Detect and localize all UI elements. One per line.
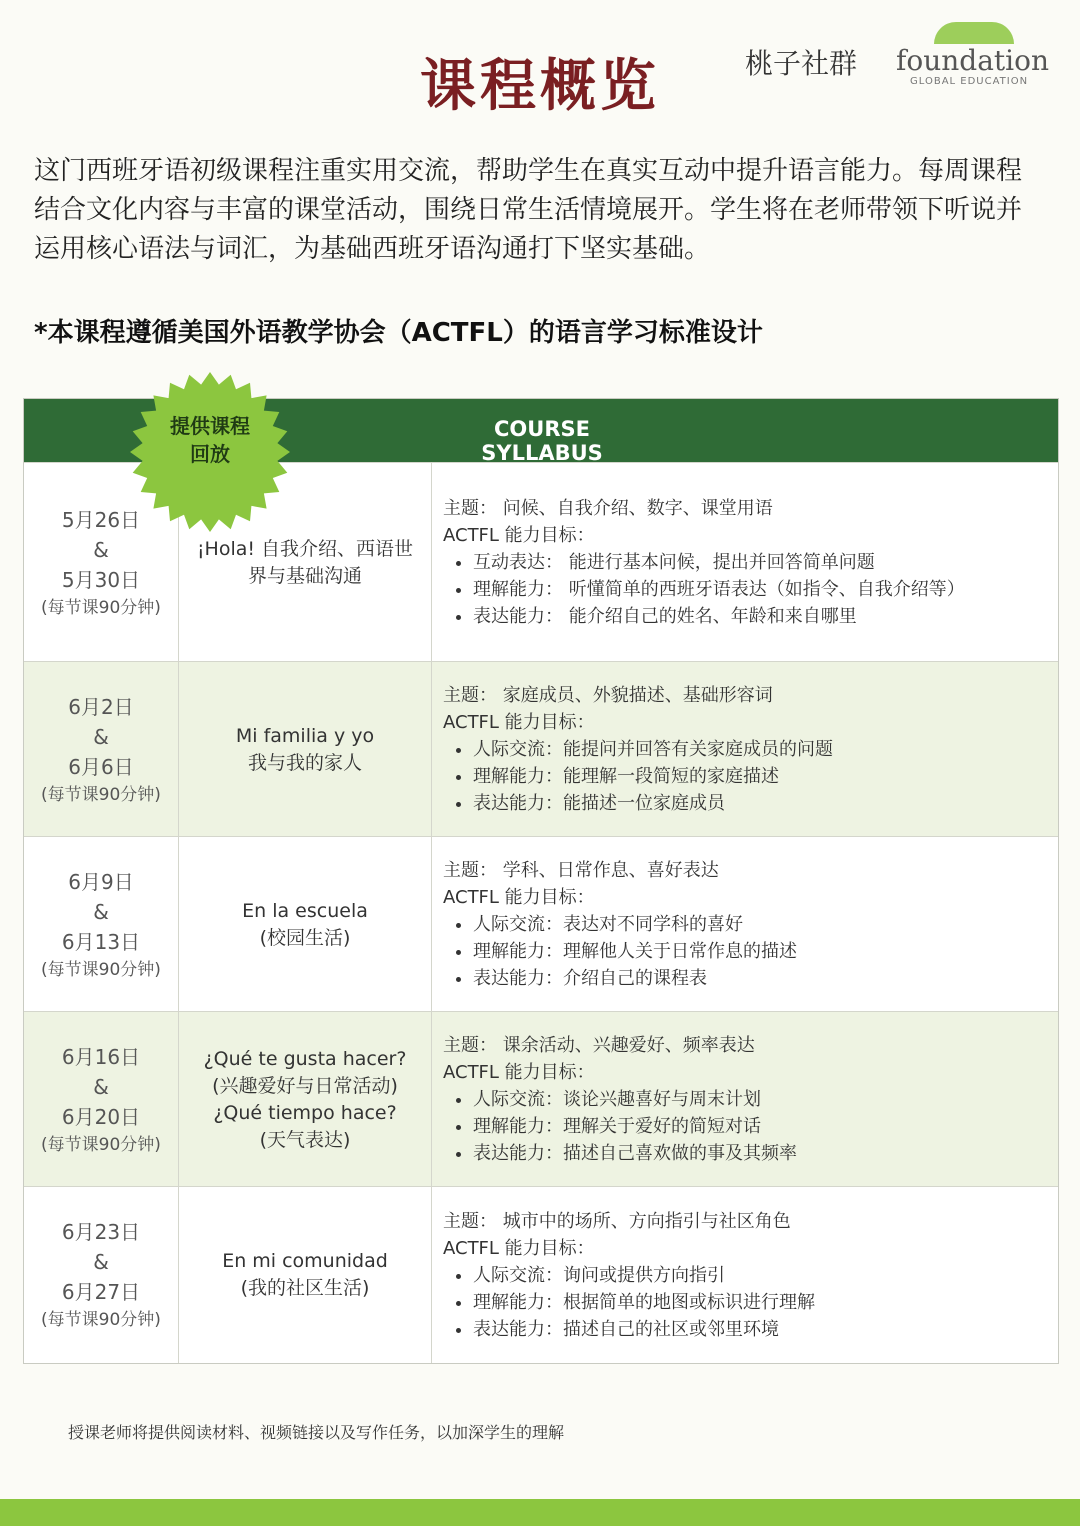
- goals-list: [443, 736, 833, 817]
- date-start: 6月16日: [61, 1044, 141, 1069]
- goals-theme: 主题： 家庭成员、外貌描述、基础形容词: [443, 685, 773, 706]
- goals-actfl-label: ACTFL 能力目标：: [443, 1237, 595, 1259]
- topic-cell: [179, 662, 432, 837]
- goal-item: • 表达能力：描述自己的社区或邻里环境: [473, 1316, 815, 1343]
- badge-line2: 回放: [190, 442, 230, 466]
- goals-cell: [433, 463, 1058, 662]
- topic-line: En la escuela: [242, 899, 368, 922]
- standard-note: *本课程遵循美国外语教学协会（ACTFL）的语言学习标准设计: [34, 318, 763, 348]
- topic-line: 界与基础沟通: [247, 564, 362, 587]
- date-end: 6月6日: [68, 754, 134, 779]
- foundation-logo: [896, 22, 1050, 90]
- logo-word: foundation: [896, 44, 1050, 77]
- goals-theme: 主题： 问候、自我介绍、数字、课堂用语: [443, 498, 773, 519]
- topic-line: (我的社区生活): [240, 1277, 370, 1299]
- table-row: [24, 1011, 1058, 1187]
- goal-item: • 表达能力：能描述一位家庭成员: [473, 790, 833, 817]
- duration-label: (每节课90分钟): [41, 597, 161, 618]
- footer-note: 授课老师将提供阅读材料、视频链接以及写作任务，以加深学生的理解: [68, 1423, 565, 1442]
- topic-line: Mi familia y yo: [235, 724, 375, 747]
- topic-line: 我与我的家人: [247, 751, 362, 774]
- goals-list: [443, 1086, 797, 1167]
- date-cell: [24, 662, 179, 837]
- topic-line: ¿Qué tiempo hace?: [213, 1101, 397, 1124]
- goals-actfl-label: ACTFL 能力目标：: [443, 525, 595, 546]
- date-amp: &: [93, 537, 109, 562]
- goals-actfl-label: ACTFL 能力目标：: [443, 712, 595, 733]
- topic-line: (校园生活): [259, 926, 351, 949]
- topic-line: En mi comunidad: [222, 1250, 388, 1272]
- goal-item: • 表达能力：介绍自己的课程表: [473, 965, 797, 992]
- topic-cell: [179, 1012, 432, 1187]
- table-row: [24, 661, 1058, 837]
- logo-subtitle: GLOBAL EDUCATION: [910, 76, 1029, 87]
- brand-name: 桃子社群: [745, 47, 858, 80]
- syllabus-header-label: COURSE SYLLABUS: [481, 417, 603, 465]
- date-amp: &: [93, 724, 109, 749]
- date-amp: &: [93, 899, 109, 924]
- duration-label: (每节课90分钟): [41, 1310, 161, 1330]
- duration-label: (每节课90分钟): [41, 1134, 161, 1155]
- goal-item: • 理解能力：根据简单的地图或标识进行理解: [473, 1289, 815, 1316]
- goal-item: • 人际交流：表达对不同学科的喜好: [473, 911, 797, 938]
- goal-item: • 理解能力：能理解一段简短的家庭描述: [473, 763, 833, 790]
- goal-item: • 人际交流：询问或提供方向指引: [473, 1262, 815, 1289]
- topic-line: ¡Hola! 自我介绍、西语世: [196, 537, 414, 560]
- goal-item: • 人际交流：能提问并回答有关家庭成员的问题: [473, 736, 833, 763]
- syllabus-table: [23, 398, 1059, 1364]
- date-cell: [24, 837, 179, 1012]
- goals-list: [443, 549, 965, 630]
- goals-list: [443, 911, 797, 992]
- date-cell: [24, 1012, 179, 1187]
- bottom-bar: [0, 1499, 1080, 1526]
- topic-line: (兴趣爱好与日常活动): [212, 1074, 398, 1097]
- goals-theme: 主题： 课余活动、兴趣爱好、频率表达: [443, 1035, 755, 1056]
- page-title: 课程概览: [420, 54, 660, 119]
- badge-line1: 提供课程: [170, 414, 250, 438]
- goals-list: [443, 1262, 815, 1343]
- goal-item: • 理解能力： 听懂简单的西班牙语表达（如指令、自我介绍等）: [473, 576, 965, 603]
- goals-cell: [433, 1012, 1058, 1187]
- date-end: 6月20日: [61, 1104, 141, 1129]
- date-start: 6月9日: [68, 869, 134, 894]
- goals-actfl-label: ACTFL 能力目标：: [443, 887, 595, 908]
- duration-label: (每节课90分钟): [41, 784, 161, 805]
- topic-line: (天气表达): [259, 1128, 351, 1151]
- goals-cell: [433, 1187, 1058, 1363]
- goals-actfl-label: ACTFL 能力目标：: [443, 1062, 595, 1083]
- goal-item: • 人际交流：谈论兴趣喜好与周末计划: [473, 1086, 797, 1113]
- date-start: 6月2日: [68, 694, 134, 719]
- goals-cell: [433, 662, 1058, 837]
- date-amp: &: [93, 1250, 109, 1274]
- goals-theme: 主题： 学科、日常作息、喜好表达: [443, 860, 719, 881]
- date-cell: [24, 1187, 179, 1363]
- date-start: 6月23日: [61, 1220, 141, 1244]
- goal-item: • 互动表达： 能进行基本问候，提出并回答简单问题: [473, 549, 965, 576]
- date-end: 6月27日: [61, 1280, 141, 1304]
- goal-item: • 表达能力： 能介绍自己的姓名、年龄和来自哪里: [473, 603, 965, 630]
- table-row: [24, 836, 1058, 1012]
- goal-item: • 表达能力：描述自己喜欢做的事及其频率: [473, 1140, 797, 1167]
- goal-item: • 理解能力：理解关于爱好的简短对话: [473, 1113, 797, 1140]
- duration-label: (每节课90分钟): [41, 959, 161, 980]
- badge-text: [128, 412, 292, 468]
- goals-cell: [433, 837, 1058, 1012]
- table-row: [24, 1186, 1058, 1363]
- replay-badge: [128, 370, 292, 534]
- date-end: 5月30日: [61, 567, 141, 592]
- topic-cell: [179, 837, 432, 1012]
- topic-line: ¿Qué te gusta hacer?: [203, 1047, 407, 1070]
- intro-paragraph: 这门西班牙语初级课程注重实用交流，帮助学生在真实互动中提升语言能力。每周课程结合文化内容与丰富的课堂活动，围绕日常生活情境展开。学生将在老师带领下听说并运用核心语法与词汇，为基础西班牙语沟通打下坚实基础。: [34, 156, 1023, 264]
- goals-theme: 主题： 城市中的场所、方向指引与社区角色: [443, 1210, 791, 1232]
- date-amp: &: [93, 1074, 109, 1099]
- date-end: 6月13日: [61, 929, 141, 954]
- goal-item: • 理解能力：理解他人关于日常作息的描述: [473, 938, 797, 965]
- date-start: 5月26日: [61, 507, 141, 532]
- topic-cell: [179, 1187, 432, 1363]
- logo-arc: [934, 22, 1014, 44]
